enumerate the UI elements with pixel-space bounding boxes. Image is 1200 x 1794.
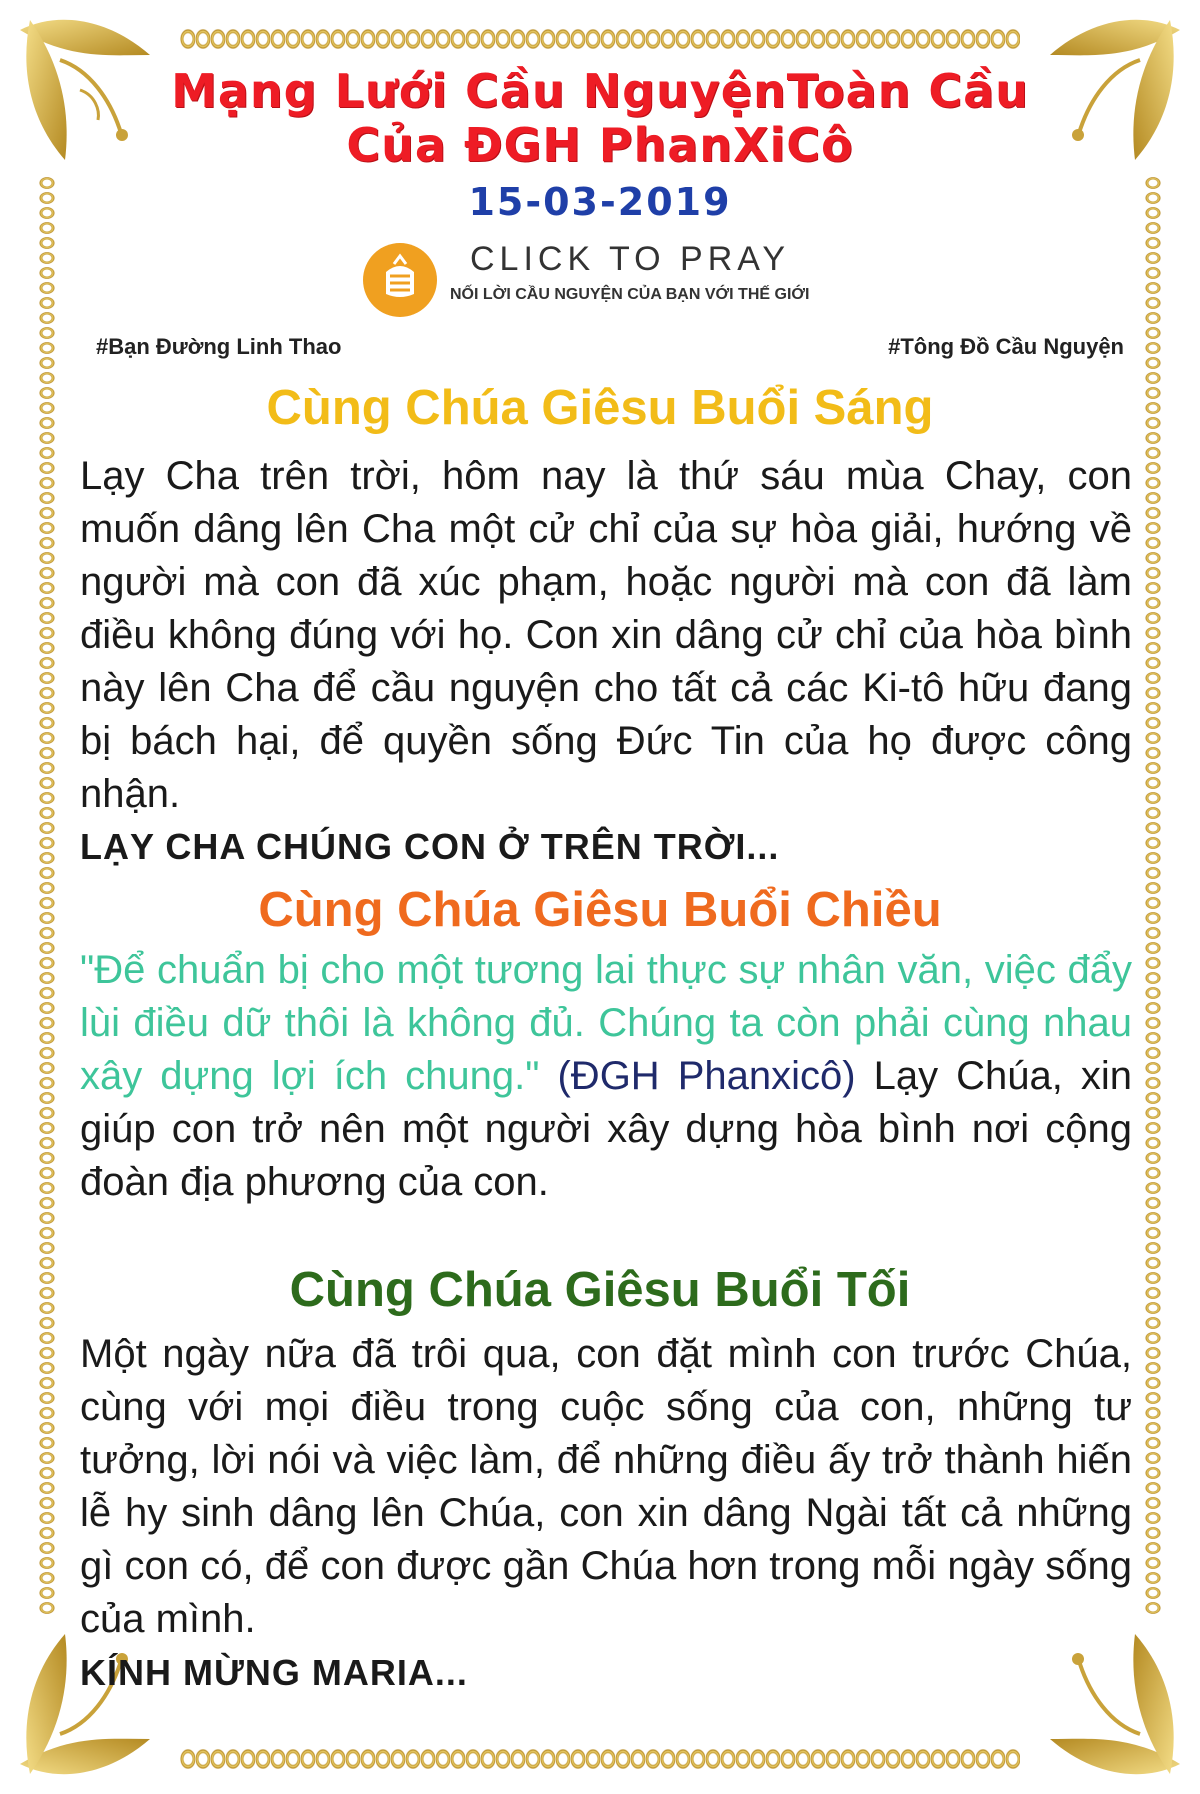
afternoon-prayer bbox=[80, 944, 1132, 1209]
evening-closing: KÍNH MỪNG MARIA... bbox=[80, 1652, 468, 1693]
morning-heading: Cùng Chúa Giêsu Buổi Sáng bbox=[266, 381, 934, 435]
bottom-chain-border bbox=[180, 1748, 1020, 1770]
page-title-line2: Của ĐGH PhanXiCô bbox=[346, 118, 854, 172]
hashtag-right: #Tông Đồ Cầu Nguyện bbox=[888, 334, 1124, 359]
top-chain-border bbox=[180, 28, 1020, 50]
afternoon-prayer-text: Lạy Chúa, xin giúp con trở nên một người xây dựng hòa bình nơi cộng đoàn địa phương của con. bbox=[80, 1054, 1132, 1204]
morning-closing: LẠY CHA CHÚNG CON Ở TRÊN TRỜI... bbox=[80, 826, 780, 867]
click-to-pray-logo bbox=[362, 242, 438, 318]
date-label: 15-03-2019 bbox=[468, 180, 732, 224]
click-to-pray-title: CLICK TO PRAY bbox=[470, 240, 791, 278]
morning-prayer-text: Lạy Cha trên trời, hôm nay là thứ sáu mùa Chay, con muốn dâng lên Cha một cử chỉ của sự hòa giải, hướng về người mà con đã xúc phạm, hoặc người mà con đã làm điều không đúng với họ. Con xin dâng cử chỉ của hòa bình này lên Cha để cầu nguyện cho tất cả các Ki-tô hữu đang bị bách hại, để quyền sống Đức Tin của họ được công nhận. bbox=[80, 454, 1132, 816]
afternoon-attribution: (ĐGH Phanxicô) bbox=[557, 1054, 856, 1098]
afternoon-heading: Cùng Chúa Giêsu Buổi Chiều bbox=[258, 883, 942, 937]
page-title-line1: Mạng Lưới Cầu NguyệnToàn Cầu bbox=[171, 64, 1029, 118]
afternoon-quote: "Để chuẩn bị cho một tương lai thực sự nhân văn, việc đẩy lùi điều dữ thôi là không đủ. Chúng ta còn phải cùng nhau xây dựng lợi ích chung." bbox=[80, 948, 1132, 1098]
hashtag-left: #Bạn Đường Linh Thao bbox=[96, 334, 342, 359]
evening-heading: Cùng Chúa Giêsu Buổi Tối bbox=[289, 1263, 911, 1317]
evening-prayer-text: Một ngày nữa đã trôi qua, con đặt mình con trước Chúa, cùng với mọi điều trong cuộc sống của con, những tư tưởng, lời nói và việc làm, để những điều ấy trở thành hiến lễ hy sinh dâng lên Chúa, con xin dâng Ngài tất cả những gì con có, để con được gần Chúa hơn trong mỗi ngày sống của mình. bbox=[80, 1332, 1132, 1641]
praying-hands-logo-icon bbox=[362, 242, 438, 318]
click-to-pray-tagline: NỐI LỜI CẦU NGUYỆN CỦA BẠN VỚI THẾ GIỚI bbox=[450, 286, 810, 303]
